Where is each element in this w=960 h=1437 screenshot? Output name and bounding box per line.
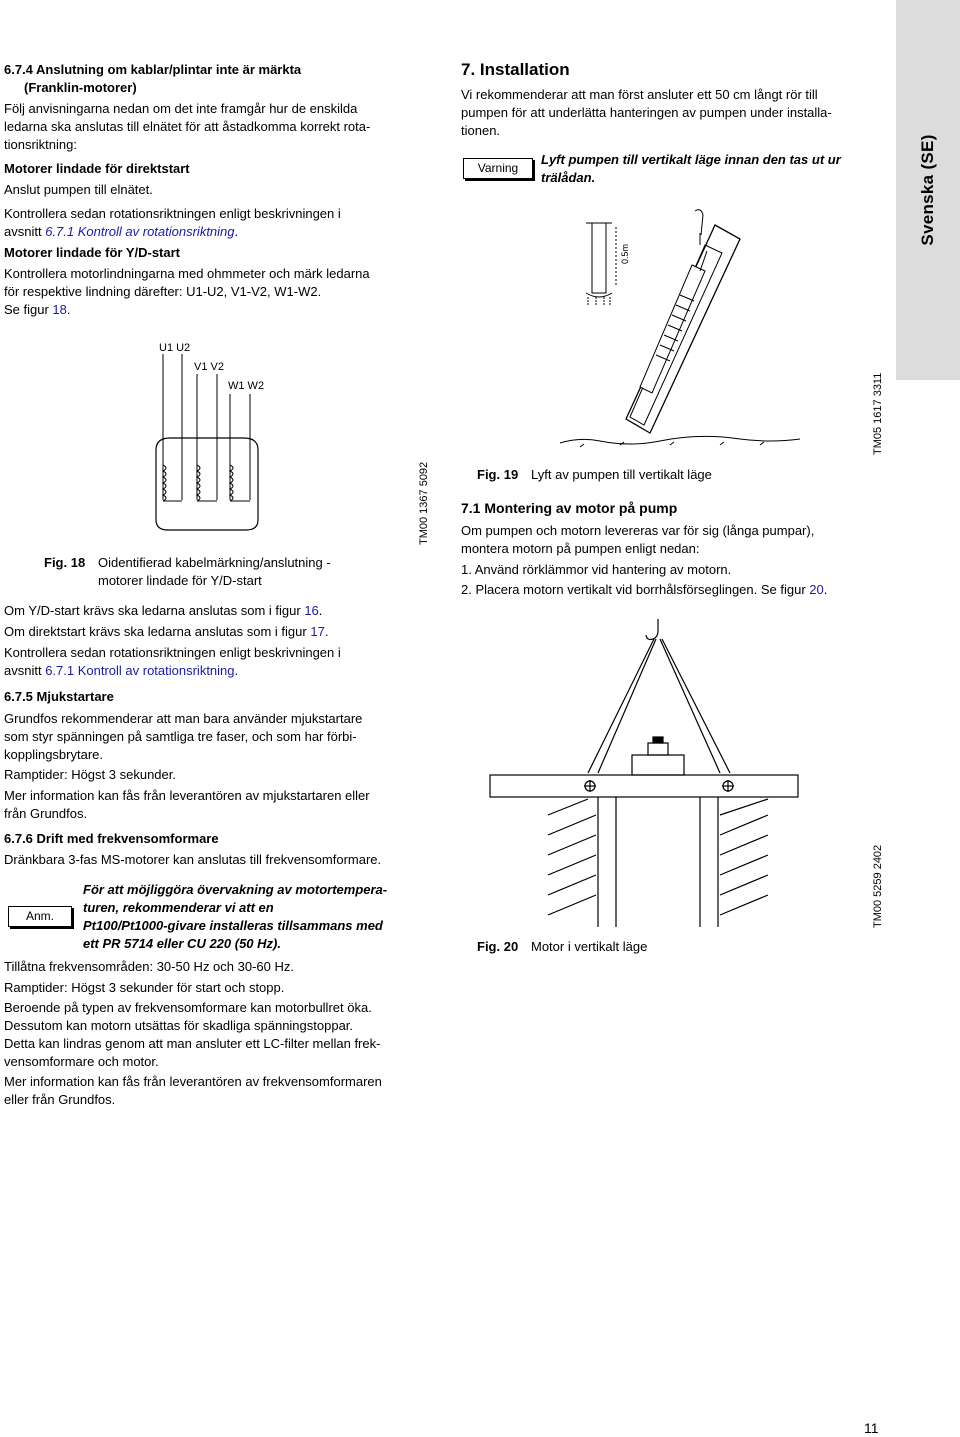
list-item-2: 2. Placera motorn vertikalt vid borrhålsförseglingen. Se figur 20.	[461, 582, 828, 597]
section-7-1-title: 7.1 Montering av motor på pump	[461, 500, 678, 516]
fig20-motor-illustration	[488, 615, 808, 930]
para-yd-ref: Om Y/D-start krävs ska ledarna anslutas som i figur 16.	[4, 603, 323, 618]
para-noise-4: vensomformare och motor.	[4, 1054, 159, 1069]
para-intro-1: Följ anvisningarna nedan om det inte framgår hur de enskilda	[4, 101, 358, 116]
warning-text-2: trälådan.	[541, 170, 596, 185]
para-noise-3: Detta kan lindras genom att man ansluter ett LC-filter mellan frek-	[4, 1036, 381, 1051]
link-rotation-check-2[interactable]: 6.7.1 Kontroll av rotationsriktning	[45, 663, 235, 678]
para-soft-2: som styr spänningen på samtliga tre faser, och som har förbi-	[4, 729, 357, 744]
fig18-number: Fig. 18	[44, 555, 86, 570]
section-6-7-4-title: 6.7.4 Anslutning om kablar/plintar inte är märkta	[4, 62, 302, 77]
para-mount-1: Om pumpen och motorn levereras var för sig (långa pumpar),	[461, 523, 815, 538]
para-connect: Anslut pumpen till elnätet.	[4, 182, 153, 197]
note-text-1: För att möjliggöra övervakning av motortempera-	[83, 882, 388, 897]
fig20-code: TM00 5259 2402	[872, 844, 884, 928]
fig18-label-w: W1 W2	[228, 380, 265, 392]
fig19-number: Fig. 19	[477, 467, 519, 482]
para-install-2: pumpen för att underlätta hanteringen av pumpen under installa-	[461, 105, 832, 120]
para-intro-3: tionsriktning:	[4, 137, 77, 152]
note-text-4: ett PR 5714 eller CU 220 (50 Hz).	[83, 936, 281, 951]
para-soft-3: kopplingsbrytare.	[4, 747, 103, 762]
para-freq-range: Tillåtna frekvensområden: 30-50 Hz och 30-60 Hz.	[4, 959, 294, 974]
para-freq-ramp: Ramptider: Högst 3 sekunder för start och stopp.	[4, 980, 285, 995]
para-info-2: från Grundfos.	[4, 806, 88, 821]
para-intro-2: ledarna ska anslutas till elnätet för att åstadkomma korrekt rota-	[4, 119, 371, 134]
para-ms-motors: Dränkbara 3-fas MS-motorer kan anslutas till frekvensomformare.	[4, 852, 382, 867]
fig18-caption-1: Oidentifierad kabelmärkning/anslutning -	[98, 555, 331, 570]
para-mount-2: montera motorn på pumpen enligt nedan:	[461, 541, 700, 556]
para-soft-1: Grundfos rekommenderar att man bara använder mjukstartare	[4, 711, 363, 726]
link-fig-17[interactable]: 17	[310, 624, 325, 639]
para-direct-ref: Om direktstart krävs ska ledarna anslutas som i figur 17.	[4, 624, 329, 639]
note-text-2: turen, rekommenderar vi att en	[83, 900, 274, 915]
subheading-direct-start: Motorer lindade för direktstart	[4, 161, 190, 176]
note-text-3: Pt100/Pt1000-givare installeras tillsammans med	[83, 918, 383, 933]
para-info-1: Mer information kan fås från leverantören av mjukstartaren eller	[4, 788, 370, 803]
fig19-lifting-illustration	[560, 205, 800, 455]
para-noise-1: Beroende på typen av frekvensomformare kan motorbullret öka.	[4, 1000, 372, 1015]
section-6-7-4-subtitle: (Franklin-motorer)	[24, 80, 137, 95]
list-item-1: 1. Använd rörklämmor vid hantering av motorn.	[461, 562, 732, 577]
subheading-yd-start: Motorer lindade för Y/D-start	[4, 245, 181, 260]
note-label: Anm.	[8, 906, 72, 927]
para-vfd-info-2: eller från Grundfos.	[4, 1092, 116, 1107]
warning-label: Varning	[463, 158, 533, 179]
fig19-code: TM05 1617 3311	[872, 372, 884, 455]
section-6-7-5-title: 6.7.5 Mjukstartare	[4, 689, 114, 704]
section-6-7-6-title: 6.7.6 Drift med frekvensomformare	[4, 831, 219, 846]
fig18-code: TM00 1367 5092	[418, 461, 430, 545]
para-noise-2: Dessutom kan motorn utsättas för skadliga spänningstoppar.	[4, 1018, 354, 1033]
link-rotation-check[interactable]: 6.7.1 Kontroll av rotationsriktning	[45, 224, 235, 239]
para-check-2: avsnitt 6.7.1 Kontroll av rotationsriktning.	[4, 224, 239, 239]
link-fig-18[interactable]: 18	[52, 302, 67, 317]
fig18-label-u: U1 U2	[159, 342, 191, 354]
fig19-dimension: 0.5m	[620, 243, 630, 264]
para-check-1: Kontrollera sedan rotationsriktningen enligt beskrivningen i	[4, 206, 341, 221]
fig18-caption-2: motorer lindade för Y/D-start	[98, 573, 262, 588]
link-fig-16[interactable]: 16	[304, 603, 319, 618]
warning-text-1: Lyft pumpen till vertikalt läge innan den tas ut ur	[541, 152, 841, 167]
para-vfd-info-1: Mer information kan fås från leverantören av frekvensomformaren	[4, 1074, 382, 1089]
fig19-caption: Lyft av pumpen till vertikalt läge	[531, 467, 712, 482]
para-install-3: tionen.	[461, 123, 501, 138]
para-check2-1: Kontrollera sedan rotationsriktningen enligt beskrivningen i	[4, 645, 341, 660]
fig18-winding-diagram	[150, 350, 280, 540]
link-fig-20[interactable]: 20	[809, 582, 824, 597]
para-yd-2: för respektive lindning därefter: U1-U2, V1-V2, W1-W2.	[4, 284, 322, 299]
fig20-number: Fig. 20	[477, 939, 519, 954]
page-number: 11	[864, 1420, 879, 1436]
fig18-label-v: V1 V2	[194, 361, 224, 373]
para-yd-1: Kontrollera motorlindningarna med ohmmeter och märk ledarna	[4, 266, 370, 281]
fig20-caption: Motor i vertikalt läge	[531, 939, 648, 954]
para-yd-3: Se figur 18.	[4, 302, 71, 317]
para-install-1: Vi rekommenderar att man först ansluter ett 50 cm långt rör till	[461, 87, 818, 102]
section-7-title: 7. Installation	[461, 60, 570, 79]
para-ramp: Ramptider: Högst 3 sekunder.	[4, 767, 176, 782]
para-check2-2: avsnitt 6.7.1 Kontroll av rotationsriktning.	[4, 663, 239, 678]
language-tab-label: Svenska (SE)	[918, 134, 937, 246]
